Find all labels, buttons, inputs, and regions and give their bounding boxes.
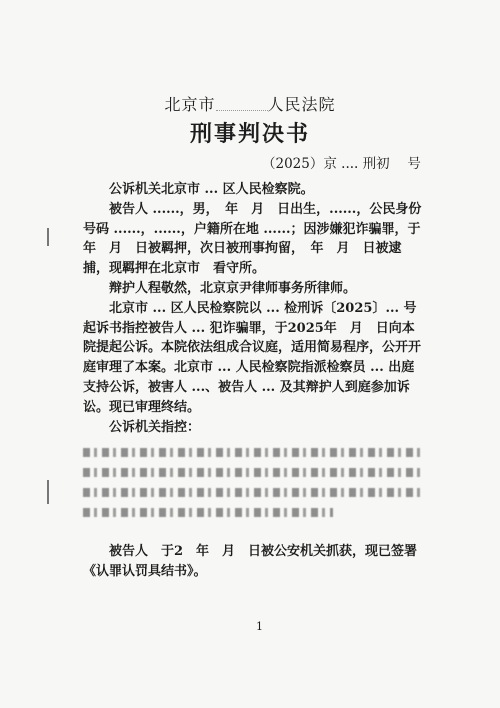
page-number: 1 — [256, 620, 263, 633]
redacted-line — [83, 448, 423, 457]
paragraph: 辩护人程敬然，北京京尹律师事务所律师。 — [109, 280, 357, 296]
court-name — [0, 92, 500, 115]
redacted-line — [83, 468, 423, 477]
judgment-body — [83, 180, 434, 582]
case-number: （2025）京 .... 刑初 号 — [262, 156, 421, 172]
redacted-paragraph — [83, 448, 423, 517]
redacted-line — [83, 488, 423, 497]
court-name-prefix: 北京市 — [164, 95, 216, 114]
paragraph: 被告人 ......，男， 年 月 日出生，......，公民身份号码 ......，......，户籍所在地 ......；因涉嫌犯诈骗罪，于 年 月 日被羁押，次日被刑事拘留， 年 月 日被逮捕，现羁押在北京市 看守所。 — [83, 201, 434, 277]
binding-mark — [47, 480, 49, 504]
paragraph: 被告人 于2 年 月 日被公安机关抓获，现已签署《认罪认罚具结书》。 — [83, 544, 418, 580]
paragraph: 公诉机关指控： — [109, 419, 201, 435]
paragraph: 北京市 ... 区人民检察院以 ... 检刑诉〔2025〕... 号起诉书指控被告人 ... 犯诈骗罪，于2025年 月 日向本院提起公诉。本院依法组成合议庭，适用简易程序，公开开庭审理了本案。北京市 ... 人民检察院指派检察员 ... 出庭支持公诉，被害人 ...、被告人 ... 及其辩护人到庭参加诉讼。现已审理终结。 — [83, 300, 422, 415]
document-title: 刑事判决书 — [189, 121, 310, 147]
redacted-line — [83, 508, 333, 517]
binding-mark — [47, 228, 49, 246]
paragraph: 公诉机关北京市 ... 区人民检察院。 — [109, 182, 314, 197]
redacted-district — [216, 96, 268, 111]
court-name-suffix: 人民法院 — [267, 95, 336, 114]
